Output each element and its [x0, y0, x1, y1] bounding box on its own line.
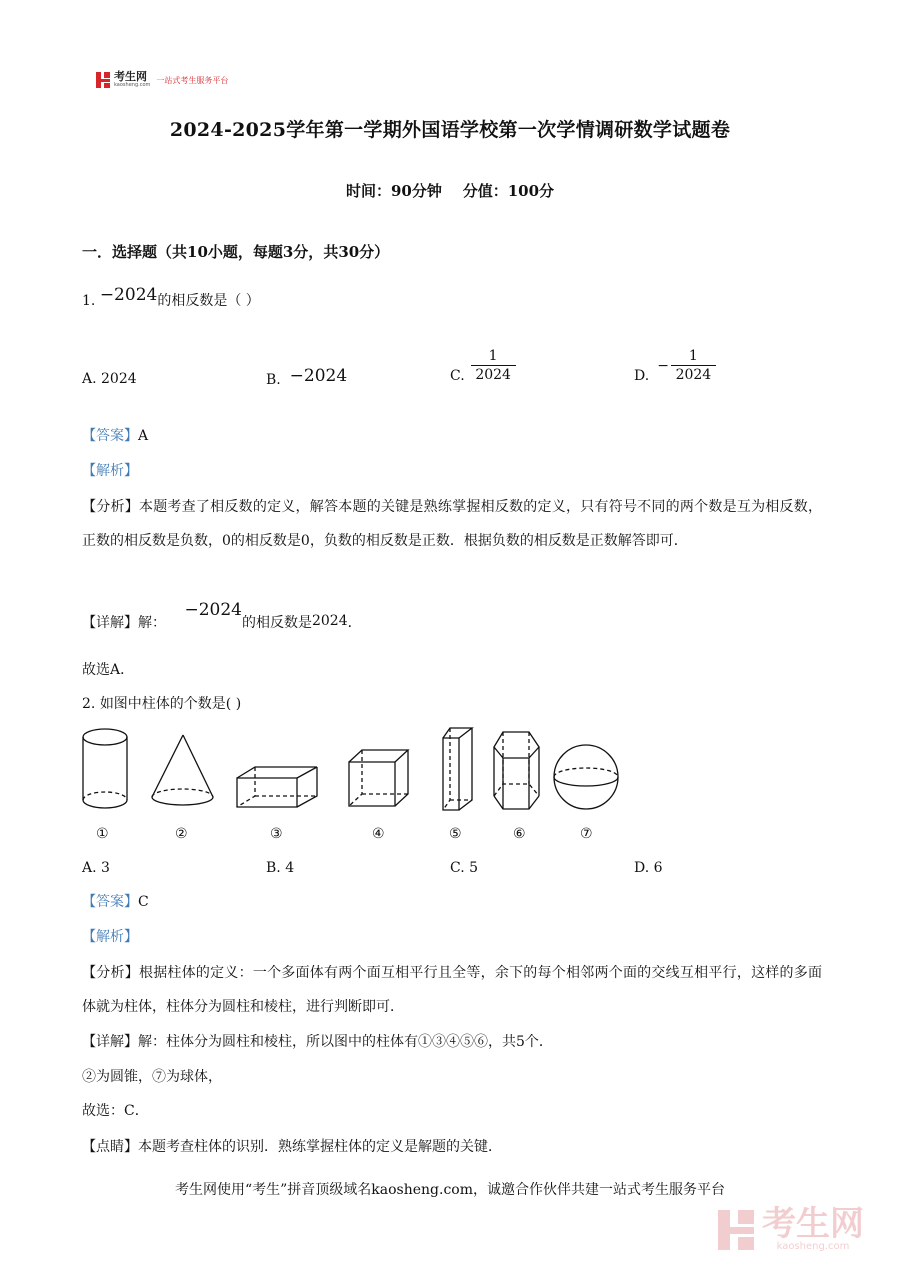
exam-info: 时间：90分钟 分值：100分	[345, 182, 555, 200]
figure-label-1: ①	[96, 826, 109, 842]
q1-option-d-sign: −	[657, 358, 669, 374]
q2-conclusion: 故选：C．	[82, 1103, 149, 1119]
q1-option-c-fraction	[471, 347, 516, 384]
solid-sphere	[554, 745, 618, 809]
q2-option-c-value: 5	[469, 860, 479, 876]
page-footer: 考生网使用“考生”拼音顶级域名kaosheng.com，诚邀合作伙伴共建一站式考生服务平台	[174, 1182, 726, 1198]
figure-label-2: ②	[175, 826, 188, 842]
q1-answer-value: A	[138, 428, 149, 444]
q2-detail-text: 解：柱体分为圆柱和棱柱，所以图中的柱体有①③④⑤⑥，共5个．	[138, 1034, 553, 1050]
logo-domain: kaosheng.com	[114, 82, 151, 88]
q1-answer-tag: 【答案】	[82, 428, 138, 444]
logo-icon	[96, 72, 110, 88]
q1-option-d	[634, 344, 716, 386]
section-title: 一．选择题（共10小题，每题3分，共30分）	[82, 243, 390, 261]
watermark-logo-icon	[718, 1210, 754, 1250]
q1-option-d-label: D.	[634, 368, 650, 384]
q2-line2: ②为圆锥，⑦为球体，	[82, 1069, 222, 1085]
q2-option-d-label: D.	[634, 860, 650, 876]
solid-cylinder	[83, 729, 127, 808]
watermark-domain: kaosheng.com	[776, 1241, 850, 1252]
q1-analysis-tag: 【解析】	[82, 463, 138, 479]
header-logo	[96, 72, 228, 88]
q2-fenxi	[82, 956, 822, 1024]
q1-stem-text: 的相反数是（ ）	[157, 293, 260, 309]
q2-answer-value: C	[138, 894, 149, 910]
q1-option-c-denominator: 2024	[475, 366, 511, 383]
solid-square-prism	[443, 728, 472, 810]
q1-option-c-label: C.	[450, 368, 465, 384]
q1-option-c	[450, 344, 516, 386]
q1-option-a-label: A.	[82, 371, 97, 387]
logo-slogan: 一站式考生服务平台	[156, 75, 229, 85]
q1-detail-pre: 解：	[138, 615, 166, 631]
q1-expr: −2024	[99, 285, 158, 305]
q2-stem	[82, 694, 241, 714]
q1-option-b	[266, 366, 348, 390]
solid-cuboid	[237, 767, 317, 807]
q2-analysis-tag: 【解析】	[82, 929, 138, 945]
q2-option-a	[82, 858, 110, 878]
q2-option-b-label: B.	[266, 860, 281, 876]
q1-detail-mid: 的相反数是	[241, 615, 312, 631]
q2-option-d-value: 6	[653, 860, 663, 876]
q2-dianjing	[82, 1137, 502, 1157]
q2-option-b-value: 4	[285, 860, 295, 876]
q2-option-c	[450, 858, 478, 878]
q2-option-c-label: C.	[450, 860, 465, 876]
q1-stem	[82, 285, 260, 311]
figure-label-4: ④	[372, 826, 385, 842]
figure-label-5: ⑤	[449, 826, 462, 842]
solid-cone	[152, 735, 213, 805]
q1-option-d-fraction	[671, 347, 716, 384]
q2-dianjing-tag: 【点睛】	[82, 1139, 138, 1155]
q1-number: 1.	[82, 293, 96, 309]
q2-detail-tag: 【详解】	[82, 1034, 138, 1050]
q2-dianjing-text: 本题考查柱体的识别．熟练掌握柱体的定义是解题的关键．	[138, 1139, 502, 1155]
q1-option-a-value: 2024	[101, 371, 137, 387]
q2-solids-figure	[78, 720, 638, 850]
q1-option-d-numerator: 1	[671, 347, 716, 366]
q2-answer	[82, 892, 149, 912]
solid-hexagonal-prism	[494, 732, 539, 809]
q2-number: 2.	[82, 696, 96, 712]
watermark-brand: 考生网	[762, 1204, 864, 1244]
figure-label-3: ③	[270, 826, 283, 842]
q1-option-b-value: −2024	[289, 366, 348, 386]
q2-option-a-label: A.	[82, 860, 97, 876]
figure-label-7: ⑦	[580, 826, 593, 842]
figure-label-6: ⑥	[513, 826, 526, 842]
q2-detail	[82, 1032, 553, 1052]
q1-fenxi-text: 本题考查了相反数的定义，解答本题的关键是熟练掌握相反数的定义，只有符号不同的两个数是互为相反数，正数的相反数是负数，0的相反数是0，负数的相反数是正数．根据负数的相反数是正数解答即可．	[82, 499, 823, 549]
logo-brand: 考生网	[114, 70, 147, 83]
q2-stem-text: 如图中柱体的个数是( )	[99, 696, 242, 712]
q1-option-a	[82, 369, 137, 389]
q1-detail-value: 2024	[311, 613, 348, 629]
watermark	[718, 1204, 864, 1252]
q1-fenxi	[82, 490, 822, 558]
q1-conclusion: 故选A．	[82, 662, 135, 678]
q2-option-d	[634, 858, 663, 878]
page-title: 2024-2025学年第一学期外国语学校第一次学情调研数学试题卷	[169, 119, 731, 141]
q1-detail	[82, 600, 362, 633]
solid-cube	[349, 750, 408, 806]
q2-option-a-value: 3	[101, 860, 110, 876]
q2-option-b	[266, 858, 294, 878]
q1-option-b-label: B.	[266, 372, 281, 388]
q1-answer	[82, 426, 148, 446]
q1-detail-end: ．	[347, 615, 362, 631]
q2-answer-tag: 【答案】	[82, 894, 138, 910]
q2-fenxi-tag: 【分析】	[82, 965, 139, 981]
q2-fenxi-text: 根据柱体的定义：一个多面体有两个面互相平行且全等，余下的每个相邻两个面的交线互相平行，这样的多面体就为柱体，柱体分为圆柱和棱柱，进行判断即可．	[82, 965, 823, 1015]
q1-detail-expr: −2024	[184, 600, 242, 620]
q1-option-c-numerator: 1	[471, 347, 516, 366]
q1-option-d-denominator: 2024	[675, 366, 712, 383]
q1-detail-tag: 【详解】	[82, 615, 138, 631]
q1-fenxi-tag: 【分析】	[82, 499, 139, 515]
